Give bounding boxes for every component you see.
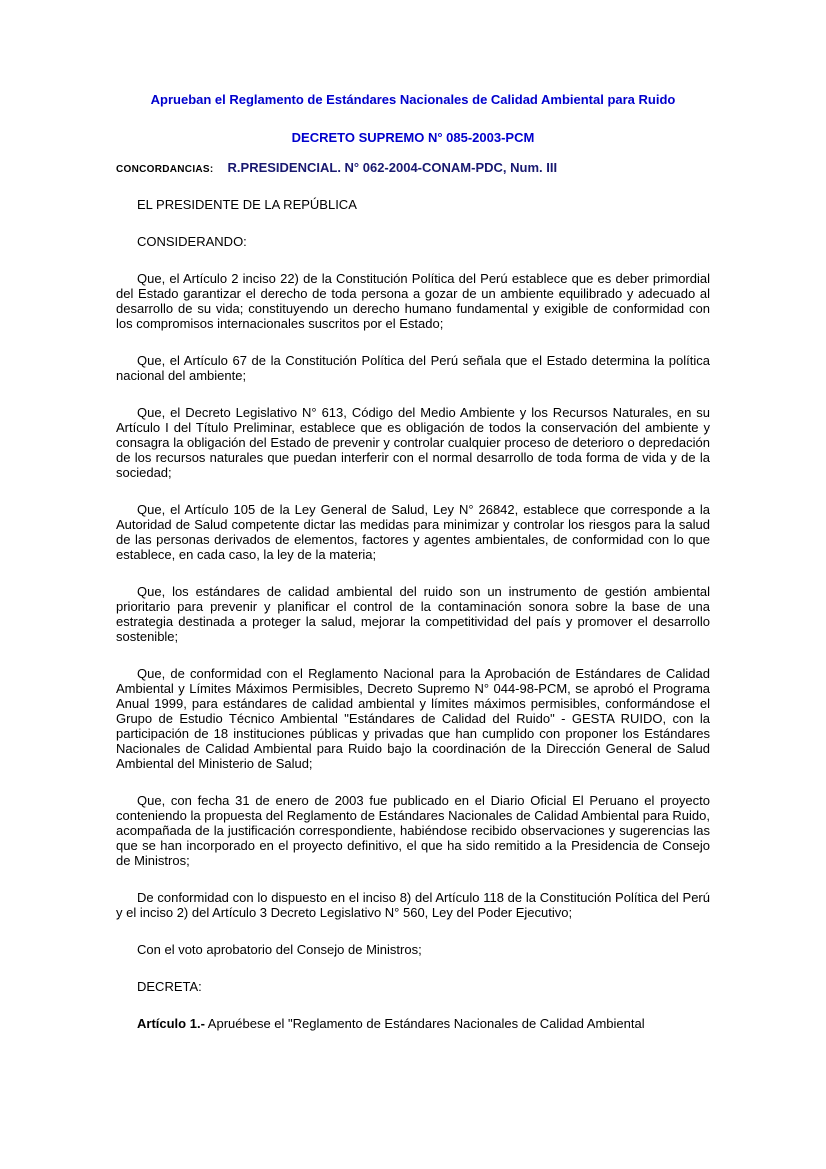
- document-title: Aprueban el Reglamento de Estándares Nacionales de Calidad Ambiental para Ruido: [150, 92, 676, 107]
- paragraph: Que, el Artículo 105 de la Ley General de Salud, Ley N° 26842, establece que corresponde a la Autoridad de Salud competente dictar las medidas para minimizar y controlar los riesgos para la salud de las personas derivados de elementos, factores y agentes ambientales, de conformidad con lo que establece, en cada caso, la ley de la materia;: [116, 502, 710, 562]
- paragraph: Que, de conformidad con el Reglamento Nacional para la Aprobación de Estándares de Calidad Ambiental y Límites Máximos Permisibles, Decreto Supremo N° 044-98-PCM, se aprobó el Programa Anual 1999, para estándares de calidad ambiental y límites máximos permisibles, conformándose el Grupo de Estudio Técnico Ambiental "Estándares de Calidad del Ruido" - GESTA RUIDO, con la participación de 18 instituciones públicas y privadas que han cumplido con proponer los Estándares Nacionales de Calidad Ambiental para Ruido bajo la coordinación de la Dirección General de Salud Ambiental del Ministerio de Salud;: [116, 666, 710, 771]
- opening-line-president: EL PRESIDENTE DE LA REPÚBLICA: [137, 197, 357, 212]
- paragraph-decreta: DECRETA:: [137, 979, 202, 994]
- paragraph: De conformidad con lo dispuesto en el inciso 8) del Artículo 118 de la Constitución Política del Perú y el inciso 2) del Artículo 3 Decreto Legislativo N° 560, Ley del Poder Ejecutivo;: [116, 890, 710, 920]
- article-1-text: Apruébese el "Reglamento de Estándares Nacionales de Calidad Ambiental: [204, 1016, 645, 1031]
- paragraph: Que, el Artículo 2 inciso 22) de la Constitución Política del Perú establece que es deber primordial del Estado garantizar el derecho de toda persona a gozar de un ambiente equilibrado y adecuado al desarrollo de su vida; constituyendo un derecho humano fundamental y exigible de conformidad con los compromisos internacionales suscritos por el Estado;: [116, 271, 710, 331]
- paragraph: Que, con fecha 31 de enero de 2003 fue publicado en el Diario Oficial El Peruano el proyecto conteniendo la propuesta del Reglamento de Estándares Nacionales de Calidad Ambiental para Ruido, acompañada de la justificación correspondiente, habiéndose recibido observaciones y sugerencias las que se han incorporado en el proyecto definitivo, el que ha sido remitido a la Presidencia de Consejo de Ministros;: [116, 793, 710, 868]
- article-1-paragraph: [116, 1016, 710, 1031]
- concordances-value: R.PRESIDENCIAL. N° 062-2004-CONAM-PDC, Num. III: [227, 160, 558, 175]
- paragraph: Que, el Decreto Legislativo N° 613, Código del Medio Ambiente y los Recursos Naturales, en su Artículo I del Título Preliminar, establece que es obligación de todos la conservación del ambiente y consagra la obligación del Estado de prevenir y controlar cualquier proceso de deterioro o depredación de los recursos naturales que puedan interferir con el normal desarrollo de toda forma de vida y de la sociedad;: [116, 405, 710, 480]
- article-1-label: Artículo 1.-: [137, 1016, 205, 1031]
- paragraph: Que, los estándares de calidad ambiental del ruido son un instrumento de gestión ambiental prioritario para prevenir y planificar el control de la contaminación sonora sobre la base de una estrategia destinada a proteger la salud, mejorar la competitividad del país y promover el desarrollo sostenible;: [116, 584, 710, 644]
- paragraph: Que, el Artículo 67 de la Constitución Política del Perú señala que el Estado determina la política nacional del ambiente;: [116, 353, 710, 383]
- document-content: [116, 92, 710, 1053]
- concordances-row: [116, 160, 710, 177]
- opening-line-considerando: CONSIDERANDO:: [137, 234, 247, 249]
- decree-number: DECRETO SUPREMO N° 085-2003-PCM: [291, 130, 535, 145]
- concordances-label: CONCORDANCIAS:: [116, 164, 214, 175]
- paragraph: Con el voto aprobatorio del Consejo de Ministros;: [137, 942, 422, 957]
